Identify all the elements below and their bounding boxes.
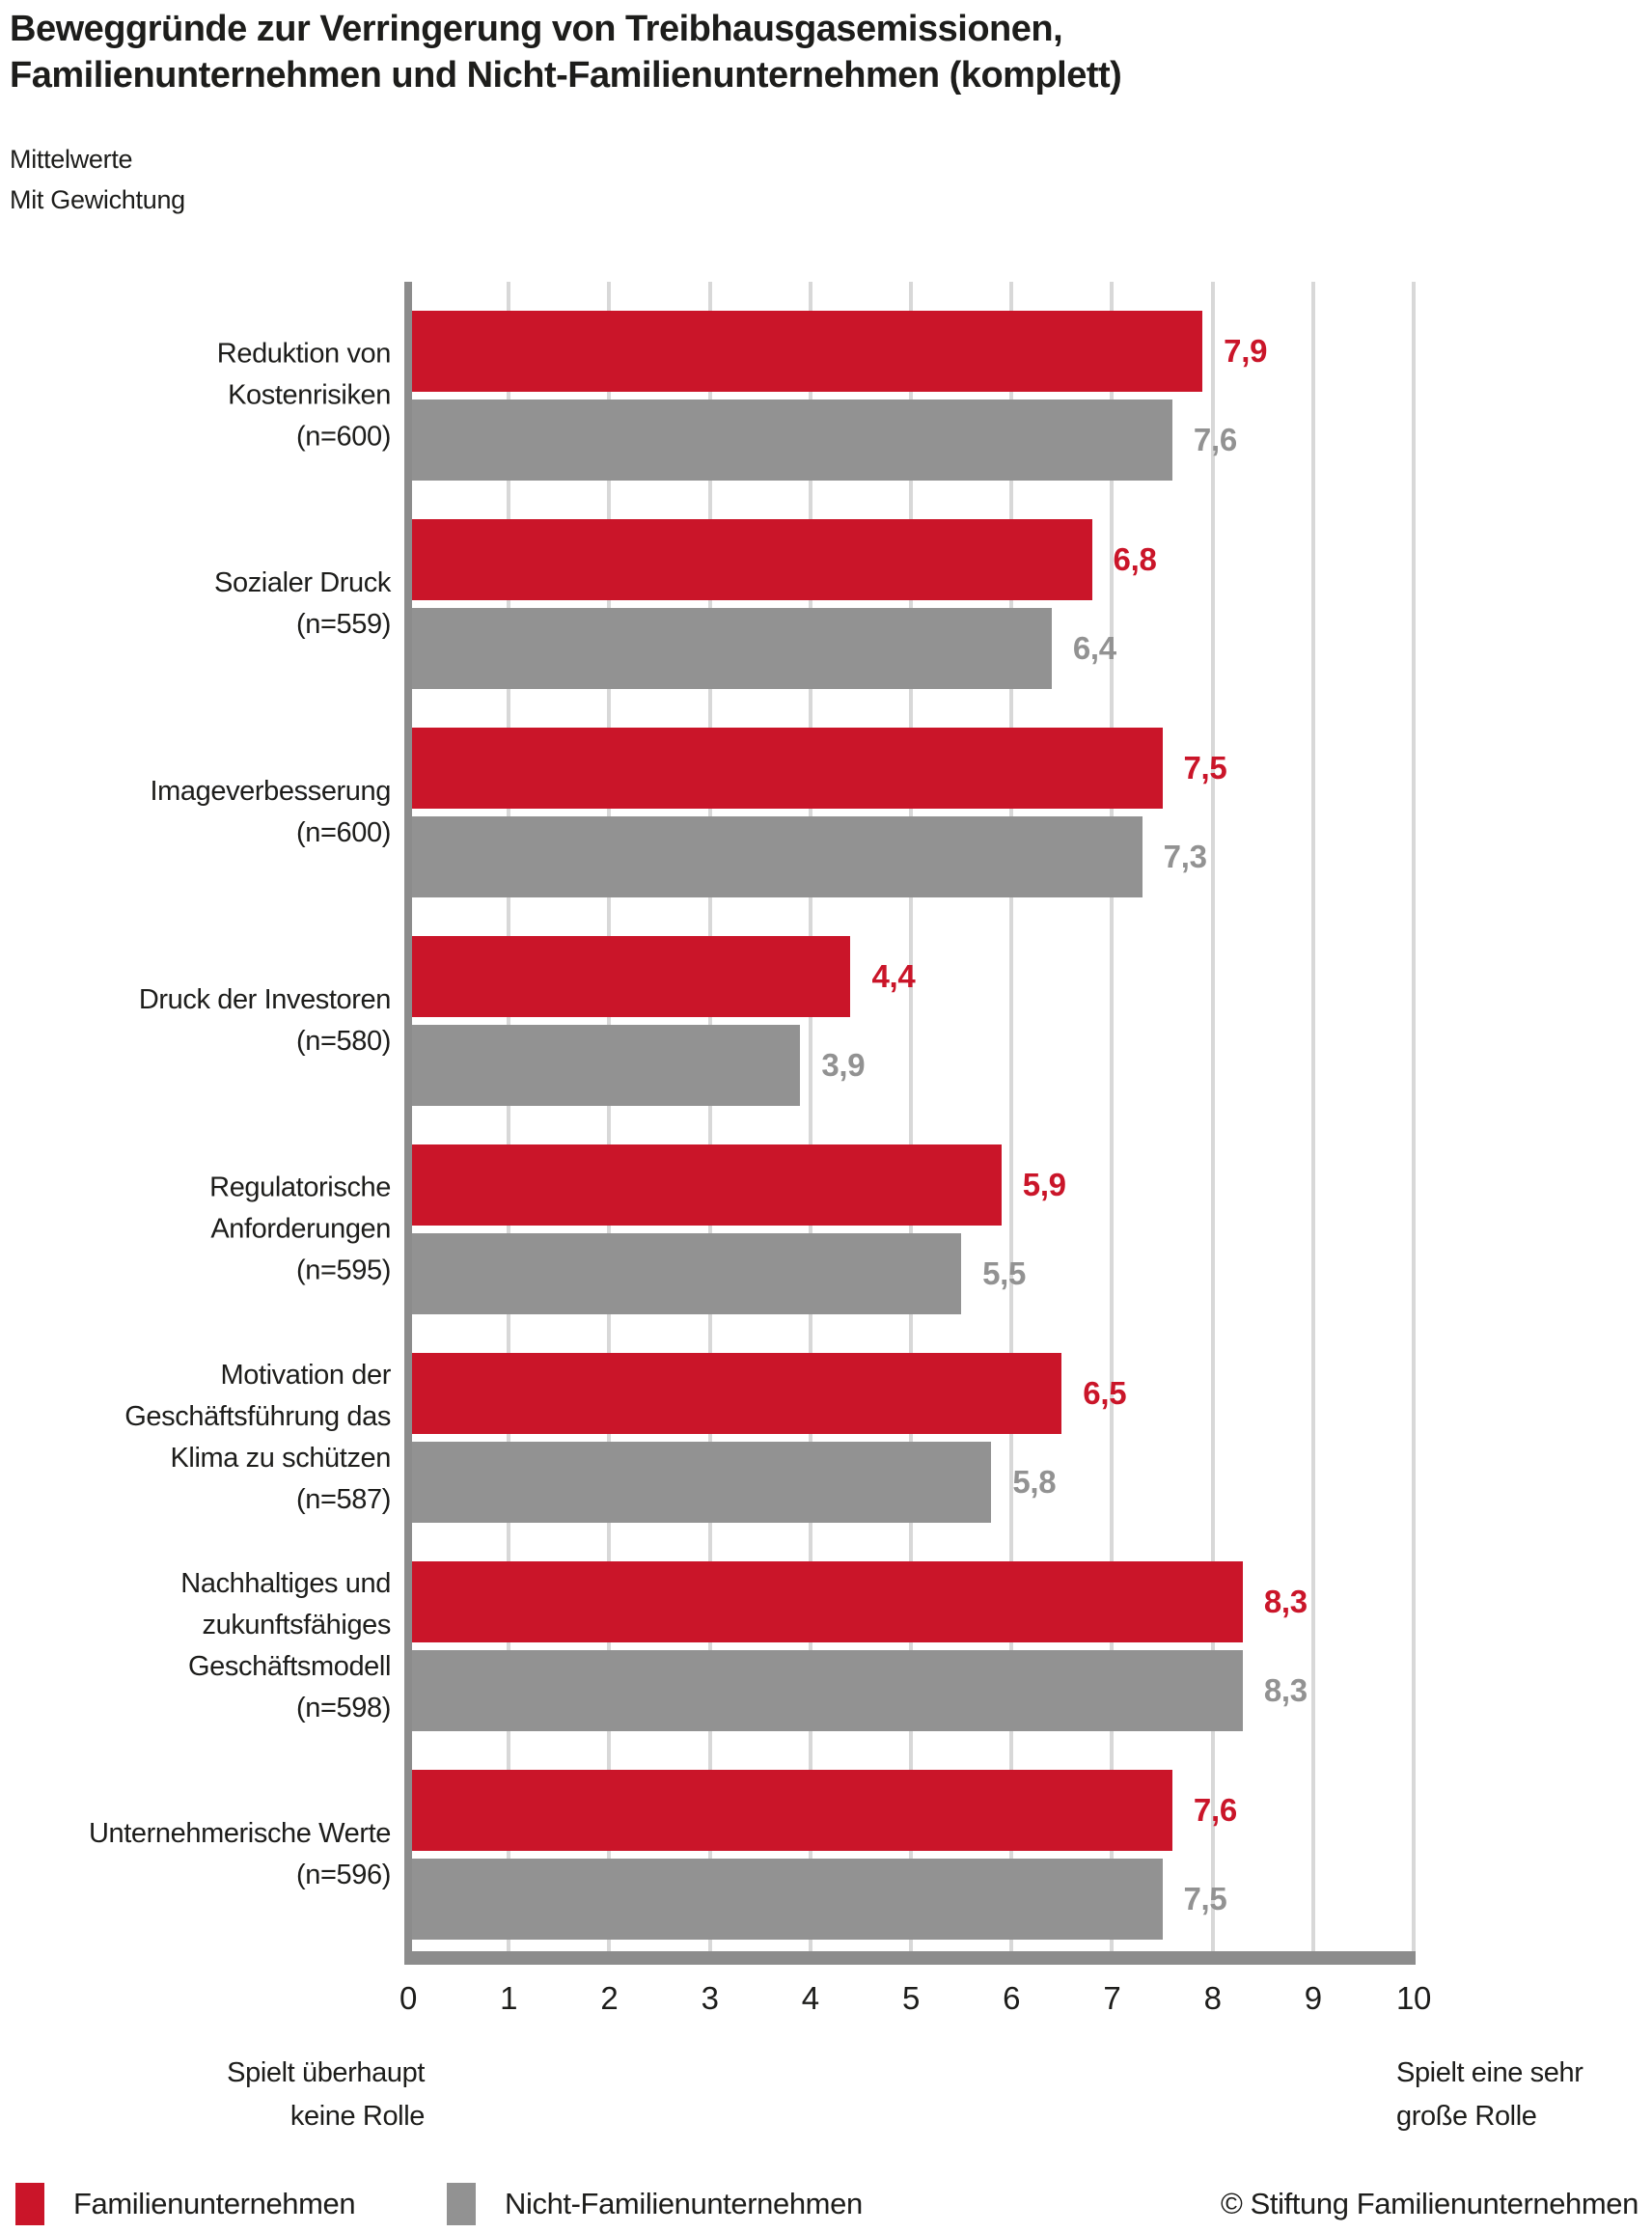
category-label-line: Motivation der [220, 1360, 391, 1391]
x-axis-tick-6: 6 [1003, 1980, 1021, 2016]
x-axis-tick-8: 8 [1203, 1980, 1222, 2016]
category-label-line: (n=600) [296, 817, 391, 848]
x-axis-tick-2: 2 [600, 1980, 619, 2016]
category-label [0, 563, 391, 646]
bar-nonfamily [412, 1233, 961, 1314]
chart-title-line1: Beweggründe zur Verringerung von Treibhausgasemissionen, [10, 9, 1063, 49]
value-label-nonfamily: 7,5 [1183, 1881, 1227, 1916]
category-label-line: Geschäftsführung das [124, 1401, 391, 1432]
chart-title [10, 6, 1121, 98]
value-label-nonfamily: 5,8 [1012, 1464, 1057, 1500]
bar-nonfamily [412, 816, 1143, 897]
x-axis-min-label [0, 2052, 425, 2138]
value-label-family: 7,6 [1193, 1792, 1237, 1828]
category-label-line: Reduktion von [216, 338, 391, 370]
category-label [0, 1355, 391, 1521]
x-axis-max-label [1396, 2052, 1583, 2138]
category-label-line: (n=596) [296, 1860, 391, 1890]
chart-subtitle-line2: Mit Gewichtung [10, 185, 185, 214]
category-label-line: (n=580) [296, 1026, 391, 1057]
x-axis-tick-9: 9 [1304, 1980, 1322, 2016]
category-label-line: Druck der Investoren [138, 984, 391, 1015]
x-axis-tick-7: 7 [1103, 1980, 1121, 2016]
category-label-line: (n=595) [296, 1254, 391, 1286]
category-label-line: (n=587) [296, 1484, 391, 1515]
legend-swatch-family [15, 2183, 44, 2225]
gridline-9 [1311, 282, 1315, 1951]
bar-family [412, 519, 1092, 600]
category-label-line: Sozialer Druck [214, 567, 391, 598]
value-label-nonfamily: 8,3 [1263, 1672, 1308, 1708]
category-label-line: (n=600) [296, 421, 391, 453]
category-label-line: Geschäftsmodell [188, 1651, 391, 1682]
bar-nonfamily [412, 1650, 1243, 1731]
category-label [0, 1168, 391, 1292]
x-axis-min-label-line1: Spielt überhaupt [227, 2057, 425, 2088]
value-label-family: 8,3 [1263, 1584, 1308, 1619]
category-label [0, 979, 391, 1062]
category-label [0, 771, 391, 854]
gridline-10 [1412, 282, 1416, 1951]
bar-family [412, 728, 1163, 809]
x-axis-tick-5: 5 [901, 1980, 921, 2016]
value-label-family: 6,5 [1083, 1375, 1127, 1411]
x-axis-max-label-line1: Spielt eine sehr [1396, 2057, 1583, 2088]
chart-title-line2: Familienunternehmen und Nicht-Familienunternehmen (komplett) [10, 55, 1122, 96]
chart-subtitle-line1: Mittelwerte [10, 145, 133, 174]
x-axis-tick-1: 1 [500, 1980, 518, 2016]
bar-family [412, 1770, 1172, 1851]
x-axis-tick-3: 3 [701, 1980, 719, 2016]
value-label-family: 7,9 [1224, 333, 1268, 369]
value-label-nonfamily: 7,6 [1193, 422, 1237, 457]
chart-subtitle [10, 139, 185, 220]
bar-nonfamily [412, 1859, 1163, 1940]
category-label-line: zukunftsfähiges [202, 1610, 391, 1640]
x-axis-max-label-line2: große Rolle [1396, 2101, 1537, 2132]
x-axis-tick-0: 0 [399, 1980, 418, 2016]
category-label-line: (n=598) [296, 1693, 391, 1723]
copyright-notice: © Stiftung Familienunternehmen [1220, 2187, 1638, 2220]
value-label-family: 4,4 [871, 958, 916, 994]
bar-nonfamily [412, 1442, 991, 1523]
x-axis-tick-4: 4 [801, 1980, 819, 2016]
legend-label-family: Familienunternehmen [73, 2187, 356, 2220]
y-axis-line [404, 282, 412, 1951]
category-label [0, 1813, 391, 1896]
x-axis-line [404, 1951, 1416, 1965]
x-axis-tick-10: 10 [1395, 1980, 1432, 2016]
value-label-nonfamily: 5,5 [982, 1255, 1027, 1291]
plot-area [404, 282, 1418, 1965]
category-label-line: Nachhaltiges und [180, 1568, 391, 1599]
category-label-line: (n=559) [296, 609, 391, 640]
category-label-line: Unternehmerische Werte [88, 1818, 391, 1849]
value-label-family: 5,9 [1022, 1167, 1066, 1202]
value-label-family: 6,8 [1113, 541, 1157, 577]
bar-family [412, 1144, 1002, 1226]
category-label-line: Regulatorische [209, 1172, 391, 1203]
legend-label-nonfamily: Nicht-Familienunternehmen [505, 2187, 863, 2220]
value-label-nonfamily: 7,3 [1163, 839, 1207, 874]
legend-swatch-nonfamily [447, 2183, 476, 2225]
category-label [0, 1563, 391, 1729]
category-label-line: Imageverbesserung [150, 776, 391, 807]
bar-family [412, 936, 850, 1017]
category-label-line: Anforderungen [210, 1213, 391, 1245]
x-axis-min-label-line2: keine Rolle [289, 2101, 425, 2132]
bar-family [412, 311, 1202, 392]
category-label-line: Kostenrisiken [228, 379, 391, 411]
bar-nonfamily [412, 608, 1052, 689]
value-label-family: 7,5 [1183, 750, 1227, 786]
value-label-nonfamily: 3,9 [821, 1047, 866, 1083]
bar-family [412, 1353, 1061, 1434]
category-label-line: Klima zu schützen [170, 1443, 391, 1474]
value-label-nonfamily: 6,4 [1072, 630, 1116, 666]
category-label [0, 334, 391, 458]
bar-family [412, 1561, 1243, 1642]
bar-nonfamily [412, 1025, 800, 1106]
bar-nonfamily [412, 400, 1172, 481]
